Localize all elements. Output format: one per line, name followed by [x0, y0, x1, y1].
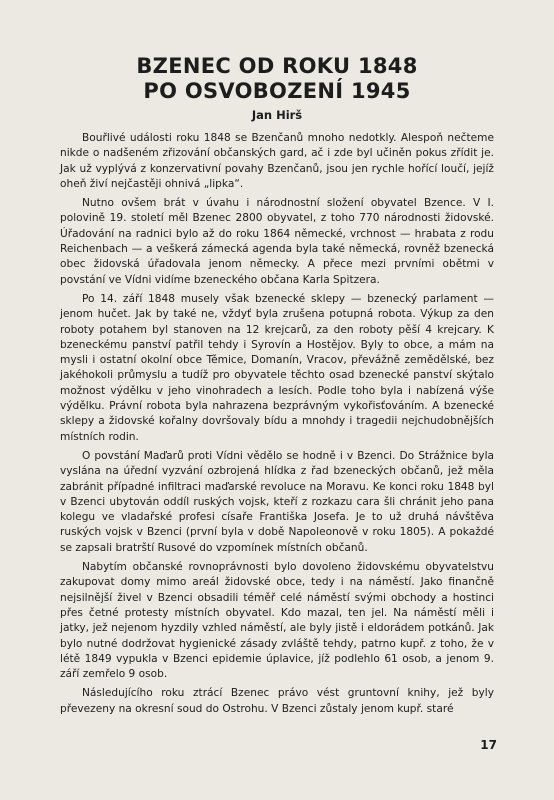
paragraph: Nutno ovšem brát v úvahu i národnostní složení obyvatel Bzence. V I. polovině 19. století měl Bzenec 2800 obyvatel, z toho 770 národnosti židovské. Úřadování na radnici bylo až do roku 1864 německé, vrchnost — hrabata z rodu Reichenbach — a veškerá zámecká agenda byla také německá, rovněž bzenecká obec židovská úřadovala jenom německy. A přece mezi prvními obětmi v povstání ve Vídni vidíme bzeneckého občana Karla Spitzera.: [60, 197, 494, 286]
title-line-2: PO OSVOBOZENÍ 1945: [143, 79, 411, 103]
paragraph: Následujícího roku ztrácí Bzenec právo vést gruntovní knihy, jež byly převezeny na okresní soud do Ostrohu. V Bzenci zůstaly jenom kupř. staré: [60, 687, 494, 715]
author-name: Jan Hirš: [251, 108, 303, 122]
paragraph: O povstání Maďarů proti Vídni vědělo se hodně i v Bzenci. Do Strážnice byla vyslána na úřední vyzvání ozbrojená hlídka z řad bzeneckých občanů, jež měla zabránit případné infiltraci maďarské revoluce na Moravu. Ke konci roku 1848 byl v Bzenci ubytován oddíl ruských vojsk, kteří z rozkazu cara šli chránit jeho pana kolegu ve vladařské profesi císaře Františka Josefa. Je to už druhá návštěva ruských vojsk v Bzenci (první byla v době Napoleonově v roku 1805). A pokaždé se zapsali bratrští Rusové do vzpomínek místních občanů.: [60, 449, 494, 554]
article-title: [60, 54, 494, 104]
paragraph: Po 14. září 1848 musely však bzenecké sklepy — bzenecký parlament — jenom hučet. Jak by také ne, vždyť byla zrušena potupná robota. Výkup za den roboty potahem byl stanoven na 12 krejcarů, za den roboty pěší 4 krejcary. K bzeneckému panství patřil tehdy i Syrovín a Hostějov. Byly to obce, a mám na mysli i ostatní okolní obce Těmice, Domanín, Vracov, převážně zemědělské, bez jakéhokoli průmyslu a tudíž pro obyvatele těchto osad bzenecké panství skýtalo možnost výdělku v jeho vinohradech a lesích. Podle toho byla i nabízená výše výdělku. Právní robota byla nahrazena bezprávným vykořisťováním. A bzenecké sklepy a židovské kořalny dovršovaly bídu a mnohdy i tragedii nejchudobnějších místních rodin.: [60, 292, 494, 443]
title-line-1: BZENEC OD ROKU 1848: [136, 54, 418, 78]
page-number: 17: [480, 738, 497, 752]
paragraph: Bouřlivé události roku 1848 se Bzenčanů mnoho nedotkly. Alespoň nečteme nikde o nadšeném zřizování občanských gard, ač i zde byl učiněn pokus zřídit je. Jak už vyplývá z konzervativní povahy Bzenčanů, jsou jen rychle hořící loučí, jejíž oheň živí nejčastěji ohnivá „lipka“.: [60, 132, 494, 190]
article-body: [60, 131, 494, 717]
paragraph: Nabytím občanské rovnoprávnosti bylo dovoleno židovskému obyvatelstvu zakupovat domy mimo areál židovské obce, tedy i na náměstí. Jako finančně nejsilnější živel v Bzenci obsadili téměř celé náměstí svými obchody a hostinci přes četné protesty místních obyvatel. Kdo mazal, ten jel. Na náměstí měli i jatky, jež nejenom hyzdily vzhled náměstí, ale byly jistě i eldorádem potkánů. Jak bylo nutné dodržovat hygienické zásady zvláště tehdy, patrno kupř. z toho, že v létě 1849 vypukla v Bzenci epidemie úplavice, jíž podlehlo 61 osob, a jenom 9. září zemřelo 9 osob.: [60, 561, 494, 681]
